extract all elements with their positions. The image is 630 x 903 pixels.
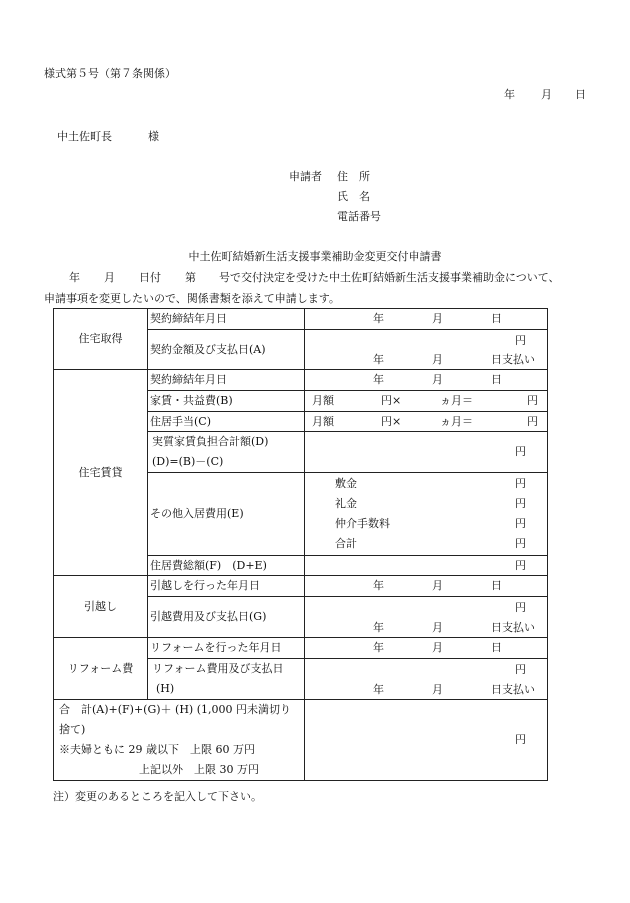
unit-months-eq: ヵ月＝ <box>440 394 473 407</box>
addressee: 中土佐町長 <box>57 130 112 143</box>
date-month: 月 <box>541 88 552 101</box>
label-rental-contract-date: 契約締結年月日 <box>148 370 305 391</box>
other-item-key-money: 礼金 <box>335 497 357 510</box>
intro-year: 年 <box>69 271 80 284</box>
date-year: 年 <box>504 88 515 101</box>
category-housing-rental: 住宅賃貸 <box>54 370 148 576</box>
value-reform-date[interactable] <box>305 638 548 659</box>
value-moving-date[interactable] <box>305 576 548 597</box>
phone-label: 電話番号 <box>337 210 381 223</box>
unit-paid-day: 日支払い <box>491 353 535 366</box>
unit-yen: 円 <box>515 334 526 347</box>
unit-month: 月 <box>432 579 443 592</box>
unit-month: 月 <box>432 683 443 696</box>
unit-times-yen: 円× <box>381 415 402 428</box>
value-housing-total[interactable] <box>305 556 548 576</box>
unit-paid-day: 日支払い <box>491 683 535 696</box>
value-moving-cost[interactable] <box>305 597 548 638</box>
total-limit-other: 上記以外 上限 30 万円 <box>139 763 259 776</box>
other-item-deposit: 敷金 <box>335 477 357 490</box>
unit-monthly: 月額 <box>312 394 334 407</box>
label-reform-date: リフォームを行った年月日 <box>148 638 305 659</box>
unit-yen: 円 <box>515 601 526 614</box>
unit-month: 月 <box>432 373 443 386</box>
unit-month: 月 <box>432 353 443 366</box>
intro-date-suffix: 日付 <box>139 271 161 284</box>
unit-yen: 円 <box>515 517 526 530</box>
label-reform-cost-line2: (H) <box>156 682 175 695</box>
value-reform-cost[interactable] <box>305 659 548 700</box>
intro-number-prefix: 第 <box>185 271 196 284</box>
unit-day: 日 <box>491 579 502 592</box>
unit-yen: 円 <box>527 394 538 407</box>
label-net-rent <box>148 432 305 473</box>
unit-yen: 円 <box>515 445 526 458</box>
unit-year: 年 <box>373 312 384 325</box>
label-housing-total: 住居費総額(F) (D+E) <box>148 556 305 576</box>
other-item-agent-fee: 仲介手数料 <box>335 517 390 530</box>
total-line2: 捨て) <box>59 723 86 736</box>
unit-day: 日 <box>491 373 502 386</box>
unit-yen: 円 <box>527 415 538 428</box>
total-limit-young: ※夫婦ともに 29 歳以下 上限 60 万円 <box>59 743 255 756</box>
intro-line1: 号で交付決定を受けた中土佐町結婚新生活支援事業補助金について、 <box>219 271 560 284</box>
unit-months-eq: ヵ月＝ <box>440 415 473 428</box>
label-net-rent-line2: (D)=(B)－(C) <box>152 455 224 468</box>
other-item-total: 合計 <box>335 537 357 550</box>
unit-year: 年 <box>373 353 384 366</box>
label-grand-total <box>54 700 305 781</box>
label-rent: 家賃・共益費(B) <box>148 391 305 412</box>
value-allowance[interactable] <box>305 412 548 432</box>
unit-yen: 円 <box>515 537 526 550</box>
unit-yen: 円 <box>515 559 526 572</box>
unit-month: 月 <box>432 621 443 634</box>
value-rental-contract-date[interactable] <box>305 370 548 391</box>
unit-paid-day: 日支払い <box>491 621 535 634</box>
label-moving-date: 引越しを行った年月日 <box>148 576 305 597</box>
value-rent[interactable] <box>305 391 548 412</box>
footnote: 注）変更のあるところを記入して下さい。 <box>53 790 262 803</box>
form-number: 様式第５号（第７条関係） <box>44 67 176 80</box>
unit-year: 年 <box>373 579 384 592</box>
value-grand-total[interactable] <box>305 700 548 781</box>
address-label: 住 所 <box>337 170 370 183</box>
label-moving-cost: 引越費用及び支払日(G) <box>148 597 305 638</box>
addressee-suffix: 様 <box>148 130 159 143</box>
unit-yen: 円 <box>515 477 526 490</box>
label-net-rent-line1: 実質家賃負担合計額(D) <box>152 435 269 448</box>
unit-year: 年 <box>373 683 384 696</box>
unit-month: 月 <box>432 641 443 654</box>
unit-year: 年 <box>373 641 384 654</box>
unit-day: 日 <box>491 312 502 325</box>
unit-monthly: 月額 <box>312 415 334 428</box>
date-day: 日 <box>575 88 586 101</box>
applicant-role: 申請者 <box>289 170 322 183</box>
total-line1: 合 計(A)+(F)+(G)＋ (H) (1,000 円未満切り <box>59 703 291 716</box>
value-other-costs[interactable] <box>305 473 548 556</box>
unit-yen: 円 <box>515 663 526 676</box>
label-purchase-contract-date: 契約締結年月日 <box>148 309 305 330</box>
value-net-rent[interactable] <box>305 432 548 473</box>
category-moving: 引越し <box>54 576 148 638</box>
category-housing-purchase: 住宅取得 <box>54 309 148 370</box>
intro-line2: 申請事項を変更したいので、関係書類を添えて申請します。 <box>44 292 340 305</box>
intro-month: 月 <box>104 271 115 284</box>
name-label: 氏 名 <box>337 190 370 203</box>
unit-day: 日 <box>491 641 502 654</box>
label-allowance: 住居手当(C) <box>148 412 305 432</box>
label-other-costs: その他入居費用(E) <box>148 473 305 556</box>
label-purchase-amount: 契約金額及び支払日(A) <box>148 330 305 370</box>
value-purchase-amount[interactable] <box>305 330 548 370</box>
unit-month: 月 <box>432 312 443 325</box>
value-purchase-contract-date[interactable] <box>305 309 548 330</box>
category-reform: リフォーム費 <box>54 638 148 700</box>
unit-times-yen: 円× <box>381 394 402 407</box>
label-reform-cost-line1: リフォーム費用及び支払日 <box>152 662 284 675</box>
unit-year: 年 <box>373 621 384 634</box>
application-table <box>53 308 548 781</box>
unit-yen: 円 <box>515 733 526 746</box>
unit-year: 年 <box>373 373 384 386</box>
document-title: 中土佐町結婚新生活支援事業補助金変更交付申請書 <box>188 250 442 263</box>
unit-yen: 円 <box>515 497 526 510</box>
label-reform-cost <box>148 659 305 700</box>
